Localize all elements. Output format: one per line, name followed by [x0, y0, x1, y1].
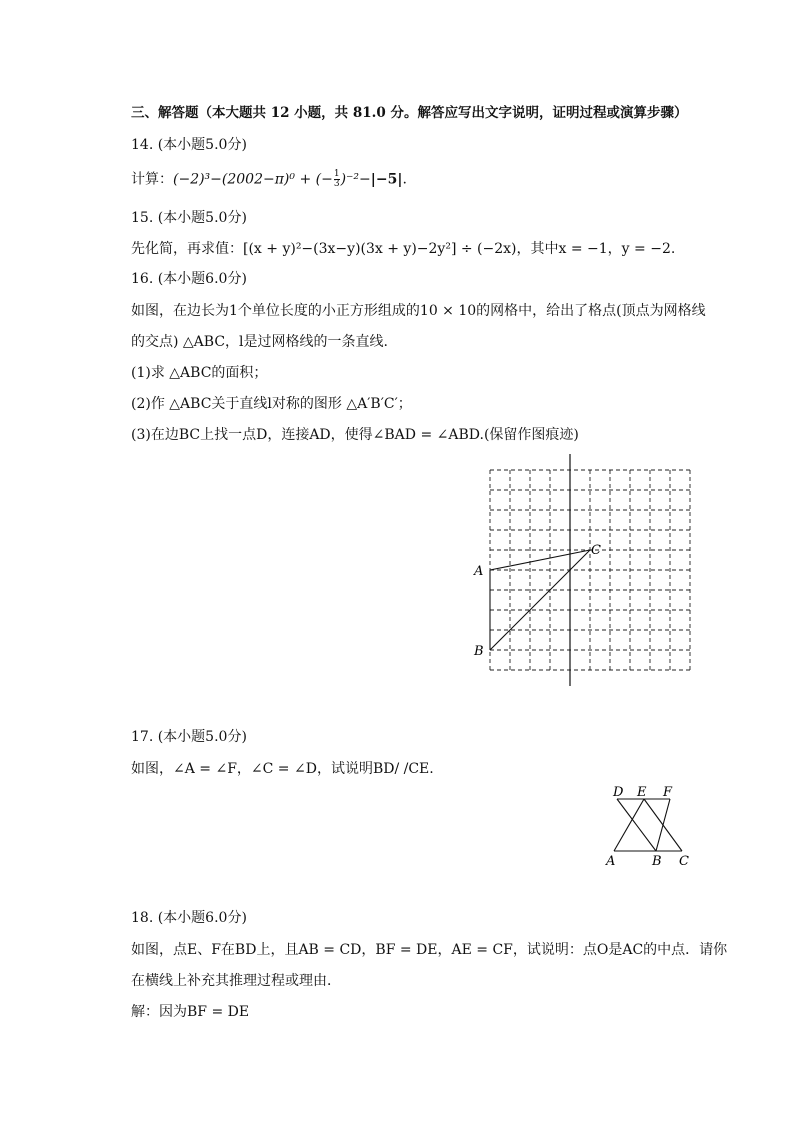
q14-fraction — [334, 170, 340, 189]
q16-line1: 如图，在边长为1个单位长度的小正方形组成的10 × 10的网格中，给出了格点(顶点为网格线 — [131, 303, 706, 319]
q17-label-a: A — [606, 854, 616, 869]
q18-line3: 解：因为BF = DE — [131, 1004, 250, 1020]
q14-body — [131, 170, 407, 189]
q14-abs: |−5| — [370, 171, 403, 188]
q17-text: 如图，∠A = ∠F，∠C = ∠D，试说明BD/ /CE. — [131, 761, 434, 777]
q14-expr-end: )⁻²− — [340, 171, 371, 188]
q14-label: 14. (本小题5.0分) — [131, 137, 247, 153]
q16-part1: (1)求 △ABC的面积； — [131, 365, 268, 381]
q17-label: 17. (本小题5.0分) — [131, 729, 247, 745]
q14-frac-num: 1 — [333, 169, 340, 179]
q17-label-c: C — [679, 854, 689, 869]
triangle-abc — [490, 550, 590, 650]
q17-label-b: B — [652, 854, 662, 869]
label-b: B — [474, 644, 484, 659]
q17-label-f: F — [663, 785, 673, 800]
q14-prefix: 计算： — [131, 171, 173, 188]
q16-part2: (2)作 △ABC关于直线l对称的图形 △A′B′C′； — [131, 396, 412, 412]
q14-frac-den: 3 — [333, 179, 340, 189]
q15-label: 15. (本小题5.0分) — [131, 210, 247, 226]
q17-figure — [600, 783, 700, 869]
q16-line2: 的交点) △ABC，l是过网格线的一条直线. — [131, 334, 388, 350]
q16-part3: (3)在边BC上找一点D，连接AD，使得∠BAD = ∠ABD.(保留作图痕迹) — [131, 427, 579, 443]
q14-end: . — [402, 171, 407, 188]
q16-label: 16. (本小题6.0分) — [131, 271, 247, 287]
q17-lines — [614, 799, 682, 851]
q18-label: 18. (本小题6.0分) — [131, 910, 247, 926]
q18-line1: 如图，点E、F在BD上，且AB = CD，BF = DE，AE = CF，试说明：点O是AC的中点．请你 — [131, 942, 728, 958]
grid-lines — [490, 470, 690, 670]
label-a: A — [474, 564, 484, 579]
q17-label-d: D — [613, 785, 624, 800]
q17-label-e: E — [637, 785, 647, 800]
section-header: 三、解答题（本大题共 12 小题，共 81.0 分。解答应写出文字说明，证明过程或演算步骤） — [131, 105, 688, 121]
q16-grid-figure — [470, 452, 700, 688]
q14-expr: (−2)³−(2002−π)⁰ + (− — [173, 171, 333, 188]
q18-line2: 在横线上补充其推理过程或理由． — [131, 973, 341, 989]
q15-text: 先化简，再求值：[(x + y)²−(3x−y)(3x + y)−2y²] ÷ (−2x)，其中x = −1，y = −2. — [131, 241, 676, 257]
label-c: C — [591, 543, 601, 558]
